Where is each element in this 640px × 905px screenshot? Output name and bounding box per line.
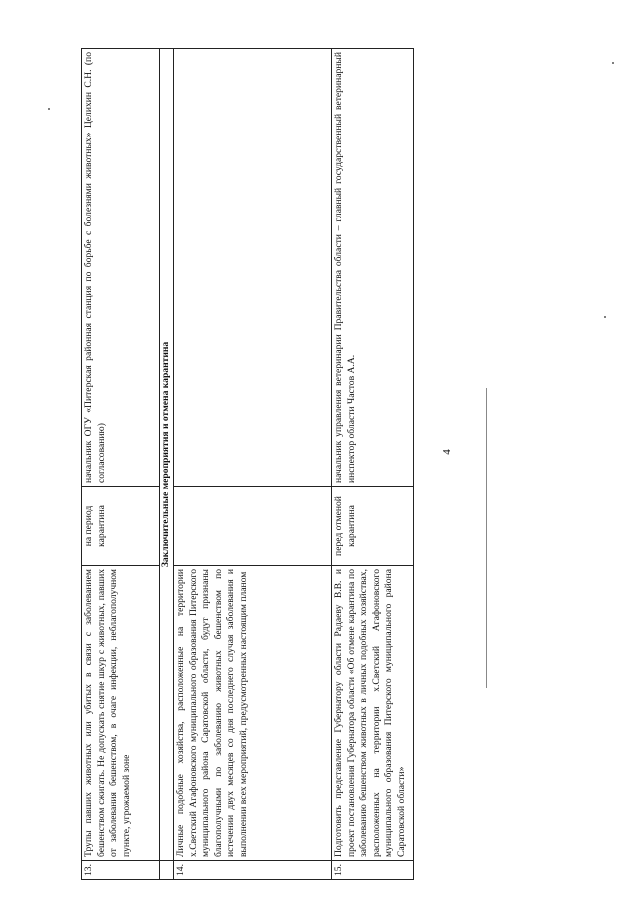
row-number: 15. [332,861,414,880]
measure-term: на период карантина [82,487,160,566]
page-number: 4 [440,449,453,455]
table-row [82,49,160,880]
measure-responsible: начальник управления ветеринарии Правительства области – главный государственный ветеринарный инспектор области Частов А.А. [332,49,414,487]
measure-responsible [174,49,332,487]
measure-term: перед отменой карантина [332,487,414,566]
scan-speck [48,108,50,110]
scan-speck [604,316,606,318]
section-header-row [160,49,174,880]
section-title: Заключительные мероприятия и отмена карантина [160,49,174,861]
row-number: 14. [174,861,332,880]
measure-description: Подготовить представление Губернатору области Радаеву В.В. и проект постановления Губернатора области «Об отмене карантина по заболеванию бешенством животных в личных подобных хозяйствах, расположенных на территории х.Светский Агафоновского муниципального образования Питерского муниципального района Саратовской области» [332,566,414,861]
scan-speck [612,62,614,64]
measure-term [174,487,332,566]
table-row [332,49,414,880]
measure-responsible: начальник ОГУ «Питерская районная станция по борьбе с болезнями животных» Целихин С.Н. (по согласованию) [82,49,160,487]
measure-description: Трупы павших животных или убитых в связи с заболеванием бешенством сжигать. Не допускать снятие шкур с животных, павших от заболевания бешенством, в очаге инфекции, неблагополучном пункте, угрожаемой зоне [82,566,160,861]
row-number: 13. [82,861,160,880]
plan-table-container [81,48,407,880]
signature-line [486,388,487,688]
table-row [174,49,332,880]
measure-description: Личные подобные хозяйства, расположенные на территории х.Светский Агафоновского муниципального образования Питерского муниципального района Саратовской области, будут признаны благополучными по заболеванию животных бешенством по истечении двух месяцев со дня последнего случая заболевания и выполнении всех мероприятий, предусмотренных настоящим планом [174,566,332,861]
plan-table [81,48,414,880]
